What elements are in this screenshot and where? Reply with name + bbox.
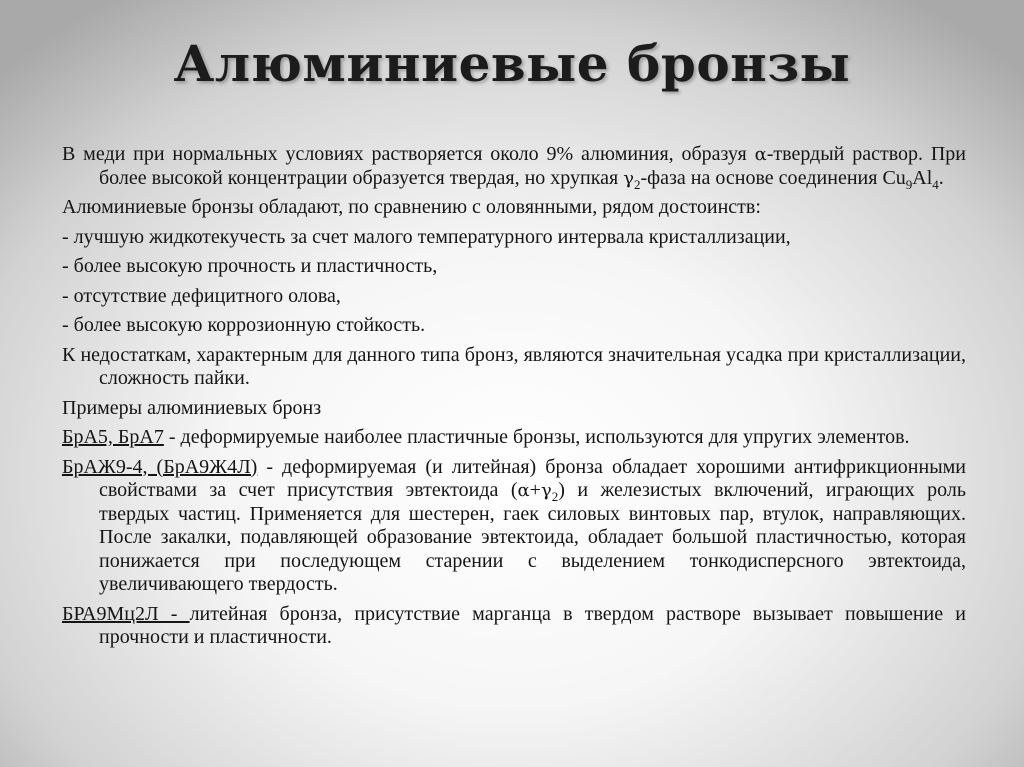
paragraph-solubility [62, 143, 966, 190]
text-segment: - деформируемые наиболее пластичные бронзы, используются для упругих элементов. [163, 426, 910, 448]
grade-brazh9-4: БрАЖ9-4, (БрА9Ж4Л) [62, 455, 258, 478]
text-segment: В меди при нормальных условиях растворяется около 9% алюминия, образуя [62, 143, 755, 165]
list-item-corrosion: - более высокую коррозионную стойкость. [62, 314, 426, 336]
text-segment: -фаза на основе соединения Cu [640, 166, 906, 189]
alpha-symbol: α [754, 144, 767, 165]
paragraph-examples-heading: Примеры алюминиевых бронз [62, 396, 322, 419]
paragraph-disadvantages: К недостаткам, характерным для данного типа бронз, являются значительная усадка при кристаллизации, сложность пайки. [62, 343, 966, 389]
al-symbol: Al [912, 166, 933, 189]
list-item-no-tin: - отсутствие дефицитного олова, [62, 284, 341, 307]
list-item-fluidity: - лучшую жидкотекучесть за счет малого температурного интервала кристаллизации, [62, 225, 791, 248]
paragraph-brazh9-4 [62, 456, 966, 597]
grade-bra5-bra7: БрА5, БрА7 [62, 426, 164, 448]
gamma-symbol: γ [540, 480, 552, 501]
text-segment: . [938, 166, 944, 189]
list-item-strength: - более высокую прочность и пластичность, [62, 255, 438, 277]
paragraph-bra5-bra7 [62, 426, 966, 450]
text-segment: литейная бронза, присутствие марганца в твердом растворе вызывает повышение и прочности и пластичности. [99, 602, 966, 648]
al-subscript: 4 [932, 176, 939, 192]
slide-title: Алюминиевые бронзы [173, 34, 851, 93]
slide-body [62, 143, 966, 656]
paragraph-advantages-intro: Алюминиевые бронзы обладают, по сравнению с оловянными, рядом достоинств: [62, 196, 761, 218]
text-segment: -твердый раствор. При более высокой концентрации образуется твердая, но хрупкая [99, 143, 966, 189]
plus-sign: + [529, 479, 541, 501]
text-segment: ) и железистых включений, играющих роль твердых частиц. Применяется для шестерен, гаек силовых винтовых пар, втулок, направляющих. После закалки, подавляющей образование эвтектоида, обладает большой пластичностью, которая понижается при последующем старении с выделением тонкодисперсного эвтектоида, увеличивающего твердость. [99, 479, 967, 595]
text-segment: - деформируемая (и литейная) бронза обладает хорошими антифрикционными свойствами за счет присутствия эвтектоида ( [99, 455, 966, 501]
paragraph-bra9mts2l [62, 603, 966, 650]
grade-bra9mts2l: БРА9Мц2Л - [62, 602, 190, 625]
alpha-symbol: α [517, 480, 530, 501]
cu-subscript: 9 [905, 176, 913, 192]
gamma-subscript: 2 [551, 489, 559, 504]
gamma-subscript: 2 [634, 176, 641, 192]
gamma-symbol: γ [623, 167, 635, 189]
